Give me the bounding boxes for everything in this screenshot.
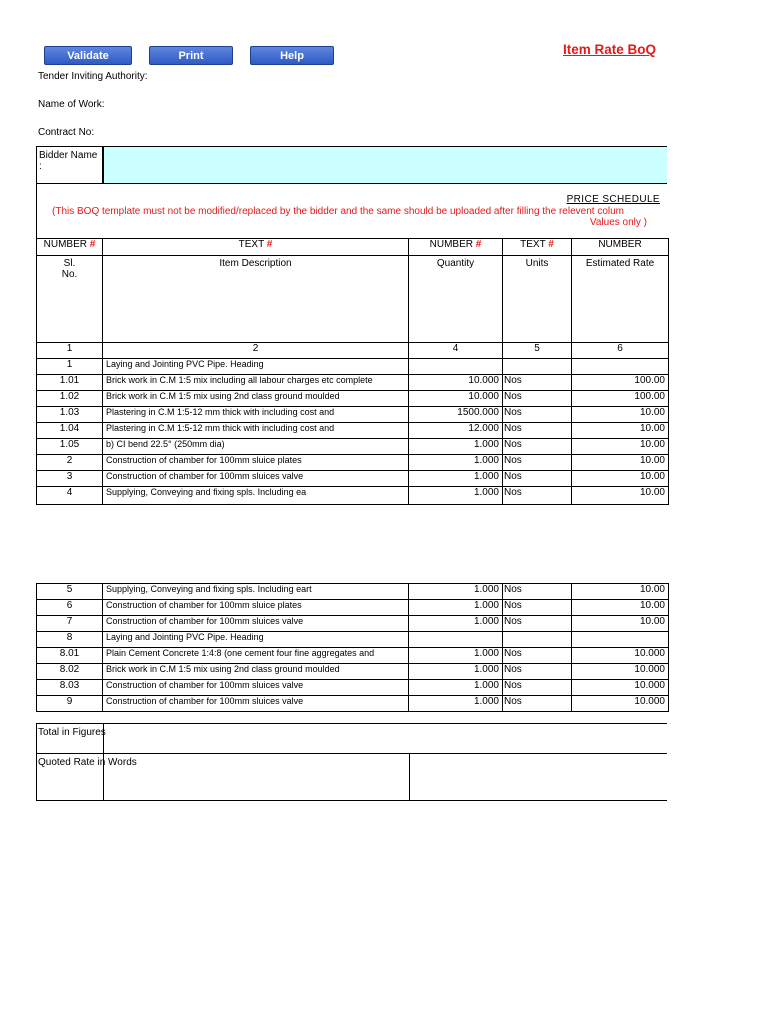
quantity-cell[interactable] xyxy=(409,359,503,375)
column-type-label: TEXT xyxy=(520,239,546,250)
item-description-cell[interactable]: Brick work in C.M 1:5 mix including all labour charges etc complete xyxy=(103,375,409,391)
item-description-cell[interactable]: Laying and Jointing PVC Pipe. Heading xyxy=(103,359,409,375)
item-description-cell[interactable]: b) CI bend 22.5° (250mm dia) xyxy=(103,439,409,455)
sl-no-cell[interactable]: 1.04 xyxy=(37,423,103,439)
print-button[interactable]: Print xyxy=(149,46,233,65)
estimated-rate-cell[interactable]: 10.00 xyxy=(572,423,669,439)
column-header-cell xyxy=(409,256,503,343)
units-cell[interactable]: Nos xyxy=(503,616,572,632)
column-type-label: NUMBER xyxy=(598,239,642,250)
bidder-name-input[interactable] xyxy=(103,147,667,183)
column-header-cell xyxy=(572,256,669,343)
table-row xyxy=(37,455,669,471)
table-row xyxy=(37,423,669,439)
sl-no-cell[interactable]: 5 xyxy=(37,584,103,600)
item-description-cell[interactable]: Supplying, Conveying and fixing spls. Including ea xyxy=(103,487,409,505)
units-cell[interactable]: Nos xyxy=(503,648,572,664)
estimated-rate-cell[interactable] xyxy=(572,632,669,648)
table-row xyxy=(37,584,669,600)
item-description-cell[interactable]: Plastering in C.M 1:5-12 mm thick with including cost and xyxy=(103,407,409,423)
item-description-cell[interactable]: Laying and Jointing PVC Pipe. Heading xyxy=(103,632,409,648)
column-type-row xyxy=(37,239,669,256)
units-cell[interactable]: Nos xyxy=(503,439,572,455)
units-cell[interactable]: Nos xyxy=(503,455,572,471)
table-row xyxy=(37,471,669,487)
units-cell[interactable]: Nos xyxy=(503,471,572,487)
table-row xyxy=(37,600,669,616)
quantity-cell[interactable]: 1.000 xyxy=(409,600,503,616)
sl-no-cell[interactable]: 3 xyxy=(37,471,103,487)
estimated-rate-cell[interactable]: 10.00 xyxy=(572,455,669,471)
column-number-cell: 1 xyxy=(37,343,103,359)
quoted-rate-in-words-label: Quoted Rate in Words xyxy=(38,757,137,768)
sl-no-cell[interactable]: 4 xyxy=(37,487,103,505)
column-number-cell: 2 xyxy=(103,343,409,359)
name-of-work-label: Name of Work: xyxy=(38,99,105,110)
table-row xyxy=(37,439,669,455)
quantity-cell[interactable]: 1.000 xyxy=(409,439,503,455)
quantity-cell[interactable]: 1.000 xyxy=(409,471,503,487)
item-description-cell[interactable]: Construction of chamber for 100mm sluices valve xyxy=(103,680,409,696)
quoted-rate-in-words-row xyxy=(36,753,667,801)
quantity-cell[interactable]: 1500.000 xyxy=(409,407,503,423)
column-header-label: Estimated Rate xyxy=(585,258,655,269)
sl-no-cell[interactable]: 7 xyxy=(37,616,103,632)
sl-no-cell[interactable]: 8.03 xyxy=(37,680,103,696)
table-row xyxy=(37,407,669,423)
units-cell[interactable] xyxy=(503,632,572,648)
sl-no-cell[interactable]: 8.01 xyxy=(37,648,103,664)
estimated-rate-cell[interactable]: 10.000 xyxy=(572,664,669,680)
column-type-mark: # xyxy=(266,239,273,250)
sl-no-cell[interactable]: 1.02 xyxy=(37,391,103,407)
sl-no-cell[interactable]: 9 xyxy=(37,696,103,712)
table-row xyxy=(37,680,669,696)
column-number-cell: 4 xyxy=(409,343,503,359)
item-description-cell[interactable]: Brick work in C.M 1:5 mix using 2nd class ground moulded xyxy=(103,664,409,680)
total-in-figures-row xyxy=(36,723,667,753)
bidder-row xyxy=(36,146,667,183)
column-type-cell xyxy=(572,239,669,256)
units-cell[interactable]: Nos xyxy=(503,680,572,696)
column-header-row xyxy=(37,256,669,343)
sl-no-cell[interactable]: 2 xyxy=(37,455,103,471)
quantity-cell[interactable] xyxy=(409,632,503,648)
estimated-rate-cell[interactable]: 10.00 xyxy=(572,487,669,505)
quantity-cell[interactable]: 10.000 xyxy=(409,375,503,391)
quantity-cell[interactable]: 1.000 xyxy=(409,680,503,696)
units-cell[interactable]: Nos xyxy=(503,664,572,680)
item-description-cell[interactable]: Construction of chamber for 100mm sluice plates xyxy=(103,455,409,471)
table-row xyxy=(37,632,669,648)
quantity-cell[interactable]: 10.000 xyxy=(409,391,503,407)
total-in-figures-label: Total in Figures xyxy=(38,727,106,738)
boq-table xyxy=(36,238,669,505)
column-type-cell xyxy=(503,239,572,256)
estimated-rate-cell[interactable]: 10.00 xyxy=(572,407,669,423)
column-number-cell: 5 xyxy=(503,343,572,359)
column-type-mark: # xyxy=(548,239,554,250)
column-header-cell xyxy=(37,256,103,343)
units-cell[interactable] xyxy=(503,359,572,375)
quantity-cell[interactable]: 12.000 xyxy=(409,423,503,439)
column-header-label: Item Description xyxy=(219,258,292,269)
column-header-cell xyxy=(103,256,409,343)
quantity-cell[interactable]: 1.000 xyxy=(409,696,503,712)
estimated-rate-cell[interactable]: 10.00 xyxy=(572,584,669,600)
notice-box xyxy=(36,183,667,238)
price-schedule-heading: PRICE SCHEDULE xyxy=(566,194,660,205)
column-type-label: NUMBER xyxy=(43,239,87,250)
table-row xyxy=(37,616,669,632)
column-type-cell xyxy=(37,239,103,256)
validate-button[interactable]: Validate xyxy=(44,46,132,65)
column-header-label: Sl. No. xyxy=(61,258,78,280)
item-description-cell[interactable]: Brick work in C.M 1:5 mix using 2nd class ground moulded xyxy=(103,391,409,407)
estimated-rate-cell[interactable] xyxy=(572,359,669,375)
column-header-label: Units xyxy=(525,258,549,269)
sl-no-cell[interactable]: 1.05 xyxy=(37,439,103,455)
column-type-cell xyxy=(409,239,503,256)
estimated-rate-cell[interactable]: 100.00 xyxy=(572,375,669,391)
column-type-cell xyxy=(103,239,409,256)
help-button[interactable]: Help xyxy=(250,46,334,65)
estimated-rate-cell[interactable]: 10.00 xyxy=(572,439,669,455)
column-type-label: TEXT xyxy=(238,239,265,250)
quantity-cell[interactable]: 1.000 xyxy=(409,487,503,505)
units-cell[interactable]: Nos xyxy=(503,487,572,505)
estimated-rate-cell[interactable]: 100.00 xyxy=(572,391,669,407)
column-type-mark: # xyxy=(89,239,96,250)
contract-no-label: Contract No: xyxy=(38,127,95,138)
sl-no-cell[interactable]: 1.01 xyxy=(37,375,103,391)
page-title: Item Rate BoQ xyxy=(563,42,657,57)
column-number-row xyxy=(37,343,669,359)
sl-no-cell[interactable]: 1 xyxy=(37,359,103,375)
notice-line-2: Values only ) xyxy=(589,217,647,228)
item-description-cell[interactable]: Plain Cement Concrete 1:4:8 (one cement four fine aggregates and xyxy=(103,648,409,664)
quantity-cell[interactable]: 1.000 xyxy=(409,616,503,632)
table-row xyxy=(37,696,669,712)
item-description-cell[interactable]: Supplying, Conveying and fixing spls. Including eart xyxy=(103,584,409,600)
estimated-rate-cell[interactable]: 10.000 xyxy=(572,648,669,664)
estimated-rate-cell[interactable]: 10.000 xyxy=(572,680,669,696)
units-cell[interactable]: Nos xyxy=(503,600,572,616)
quantity-cell[interactable]: 1.000 xyxy=(409,455,503,471)
units-cell[interactable]: Nos xyxy=(503,696,572,712)
table-row xyxy=(37,487,669,505)
table-row xyxy=(37,359,669,375)
sl-no-cell[interactable]: 1.03 xyxy=(37,407,103,423)
quantity-cell[interactable]: 1.000 xyxy=(409,584,503,600)
units-cell[interactable]: Nos xyxy=(503,584,572,600)
item-description-cell[interactable]: Construction of chamber for 100mm sluice plates xyxy=(103,600,409,616)
column-header-cell xyxy=(503,256,572,343)
units-cell[interactable]: Nos xyxy=(503,423,572,439)
tender-inviting-authority-label: Tender Inviting Authority: xyxy=(38,71,148,82)
units-cell[interactable]: Nos xyxy=(503,407,572,423)
sl-no-cell[interactable]: 6 xyxy=(37,600,103,616)
sl-no-cell[interactable]: 8.02 xyxy=(37,664,103,680)
column-type-label: NUMBER xyxy=(429,239,473,250)
quantity-cell[interactable]: 1.000 xyxy=(409,648,503,664)
item-description-cell[interactable]: Construction of chamber for 100mm sluices valve xyxy=(103,696,409,712)
estimated-rate-cell[interactable]: 10.00 xyxy=(572,600,669,616)
item-description-cell[interactable]: Construction of chamber for 100mm sluices valve xyxy=(103,471,409,487)
column-header-label: Quantity xyxy=(436,258,475,269)
estimated-rate-cell[interactable]: 10.00 xyxy=(572,616,669,632)
item-description-cell[interactable]: Plastering in C.M 1:5-12 mm thick with including cost and xyxy=(103,423,409,439)
bidder-name-label: Bidder Name : xyxy=(37,147,103,183)
units-cell[interactable]: Nos xyxy=(503,391,572,407)
boq-table-continued xyxy=(36,583,669,712)
sl-no-cell[interactable]: 8 xyxy=(37,632,103,648)
estimated-rate-cell[interactable]: 10.00 xyxy=(572,471,669,487)
estimated-rate-cell[interactable]: 10.000 xyxy=(572,696,669,712)
item-description-cell[interactable]: Construction of chamber for 100mm sluices valve xyxy=(103,616,409,632)
notice-line-1: (This BOQ template must not be modified/replaced by the bidder and the same should be uploaded after filling the relevent colum xyxy=(52,206,624,217)
column-number-cell: 6 xyxy=(572,343,669,359)
table-row xyxy=(37,648,669,664)
table-row xyxy=(37,375,669,391)
table-row xyxy=(37,664,669,680)
column-type-mark: # xyxy=(475,239,482,250)
table-row xyxy=(37,391,669,407)
units-cell[interactable]: Nos xyxy=(503,375,572,391)
quantity-cell[interactable]: 1.000 xyxy=(409,664,503,680)
